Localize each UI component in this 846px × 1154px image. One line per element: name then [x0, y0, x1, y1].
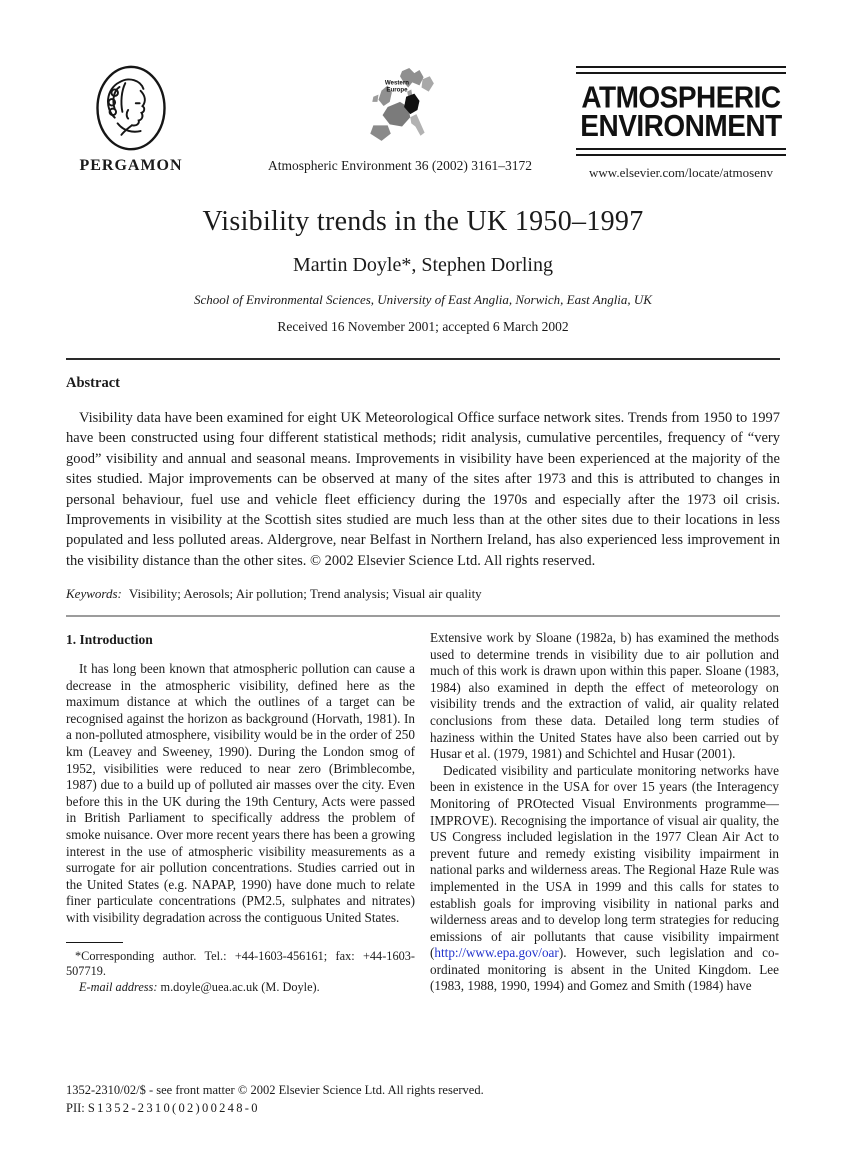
paragraph-text-before-link: Dedicated visibility and particulate monitoring networks have been in existence in the USA for over 15 years (the Interagency Monitoring of PROtected Visual Environments programme—IMPROVE). Recognising the importance of visual air quality, the US Congress included legislation in the 1977 Clean Air Act to prevent future and remedy existing visibility impairment in national parks and wilderness areas. The Regional Haze Rule was implemented in the USA in 1999 and this calls for states to establish goals for improving visibility in national parks and wilderness areas and to develop long term strategies for reducing emissions of air pollutants that cause visibility impairment (	[430, 762, 779, 961]
title-block	[0, 206, 846, 335]
issn-copyright-line: 1352-2310/02/$ - see front matter © 2002 Elsevier Science Ltd. All rights reserved.	[66, 1083, 484, 1097]
map-label-line1: Western	[384, 79, 409, 87]
keywords-value: Visibility; Aerosols; Air pollution; Trend analysis; Visual air quality	[128, 586, 482, 602]
paper-affiliation: School of Environmental Sciences, University of East Anglia, Norwich, East Anglia, UK	[194, 292, 652, 307]
right-column	[430, 630, 779, 995]
epa-oar-link[interactable]: http://www.epa.gov/oar	[434, 945, 559, 961]
footnote-email-line	[66, 980, 415, 996]
paragraph-text-after-link: ). However, such legislation and co-ordinated monitoring is absent in the United Kingdom. Lee (1983, 1988, 1990, 1994) and Gomez and Smith (1984) have	[430, 945, 779, 994]
pii-value: S1352-2310(02)00248-0	[87, 1100, 260, 1115]
journal-citation: Atmospheric Environment 36 (2002) 3161–3172	[268, 158, 532, 173]
email-address: m.doyle@uea.ac.uk (M. Doyle).	[157, 979, 320, 994]
double-rule-bottom	[576, 148, 786, 156]
left-column	[66, 630, 415, 995]
pii-label: PII:	[66, 1100, 88, 1115]
journal-homepage-url: www.elsevier.com/locate/atmosenv	[589, 165, 773, 180]
introduction-paragraph-right-1: Extensive work by Sloane (1982a, b) has examined the methods used to determine trends in visibility due to air pollution and much of this work is drawn upon within this paper. Sloane (1983, 1984) also examined in depth the effect of meteorology on visibility trends and the extraction of valid, air quality related conclusions from these data. Detailed long term studies of haziness within the United States have also been carried out by Husar et al. (1979, 1981) and Schichtel and Husar (2001).	[430, 630, 779, 762]
received-accepted-dates: Received 16 November 2001; accepted 6 March 2002	[277, 319, 569, 334]
keywords-label: Keywords:	[66, 586, 122, 602]
corresponding-author-footnote	[66, 942, 415, 996]
keywords-bottom-rule	[66, 615, 780, 617]
introduction-paragraph-right-2	[430, 763, 779, 995]
body-columns	[66, 630, 780, 995]
paper-title: Visibility trends in the UK 1950–1997	[202, 206, 644, 237]
journal-logo	[576, 66, 786, 181]
pii-line	[66, 1100, 780, 1118]
publisher-name: PERGAMON	[79, 157, 183, 174]
footnote-rule	[66, 942, 123, 943]
abstract-text: Visibility data have been examined for eight UK Meteorological Office surface network sites. Trends from 1950 to 1997 have been constructed using four different statistical methods; ridit analysis, cumulative percentiles, frequency of “very good” visibility and annual and seasonal means. Improvements in visibility have been experienced at the majority of the sites studied. Major improvements can be observed at many of the sites after 1973 and this is attributed to changes in personal behaviour, fuel use and vehicle fleet efficiency during the 1970s and especially after the 1973 oil crisis. Improvements in visibility at the Scottish sites studied are much less than at the other sites due to their locations in less populated and less polluted areas. Aldergrove, near Belfast in Northern Ireland, has also experienced less improvement in the visibility distance than the other sites. © 2002 Elsevier Science Ltd. All rights reserved.	[66, 410, 780, 569]
email-label: E-mail address:	[79, 979, 158, 994]
double-rule-top	[576, 66, 786, 74]
journal-logo-text	[576, 80, 786, 143]
journal-logo-line1: ATMOSPHERIC	[581, 80, 781, 115]
introduction-paragraph-left: It has long been known that atmospheric pollution can cause a decrease in the atmospheric visibility, defined here as the maximum distance at which the outlines of a target can be recognised against the horizon as background (Horvath, 1981). In a non-polluted atmosphere, visibility would be in the order of 250 km (Leavey and Sweeney, 1990). During the London smog of 1952, visibilities were reduced to near zero (Brimblecombe, 1987) due to a build up of polluted air masses over the city. Even before this in the UK during the 19th Century, Acts were passed in British Parliament to specifically address the problem of smoke nuisance. Over more recent years there has been a growing interest in the use of atmospheric visibility measurements as a surrogate for air pollution concentrations. Studies carried out in the United States (e.g. NAPAP, 1990) have done much to relate finer particulate concentrations (PM2.5, sulphates and nitrates) with visibility degradation across the contiguous United States.	[66, 661, 415, 925]
abstract-heading: Abstract	[66, 375, 120, 391]
journal-logo-line2: ENVIRONMENT	[580, 108, 782, 143]
western-europe-map-icon	[362, 68, 438, 148]
introduction-heading: 1. Introduction	[66, 632, 153, 647]
abstract-top-rule	[66, 358, 780, 360]
paper-authors: Martin Doyle*, Stephen Dorling	[293, 254, 553, 276]
map-label-line2: Europe	[386, 86, 408, 94]
abstract-section	[66, 358, 780, 617]
copyright-footer	[66, 1082, 780, 1117]
footnote-contact-line: *Corresponding author. Tel.: +44-1603-456161; fax: +44-1603-507719.	[66, 948, 415, 979]
keywords-line	[66, 586, 780, 602]
